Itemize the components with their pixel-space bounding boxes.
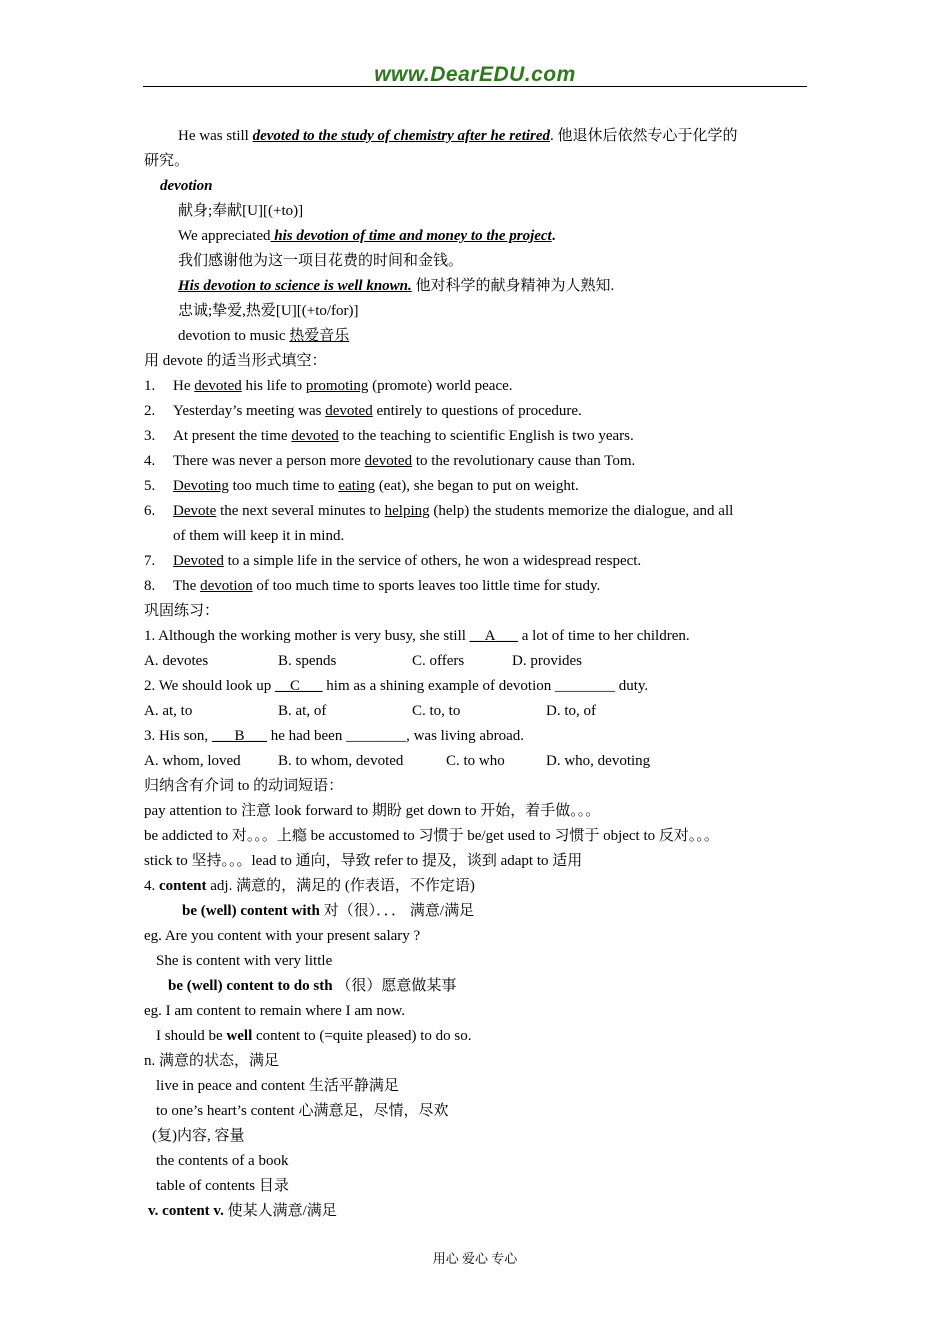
section-title: 巩固练习： xyxy=(144,603,220,619)
phrase-line: stick to 坚持。。。lead to 通向，导致 refer to 提及，谈到 adapt to 适用 xyxy=(144,853,583,869)
item-text: (help) the students memorize the dialogue, and all xyxy=(429,503,734,519)
usage-pattern: be (well) content with 对（很）．．． 满意/满足 xyxy=(182,903,475,919)
item-text: (promote) world peace. xyxy=(368,378,513,394)
item-number: 7. xyxy=(144,553,156,569)
item-text: entirely to questions of procedure. xyxy=(372,403,582,419)
question: 2. We should look up __C___ him as a shining example of devotion ________ duty. xyxy=(144,678,649,694)
option: C. offers xyxy=(412,653,465,669)
item-text: (eat), she began to put on weight. xyxy=(375,478,579,494)
item-text: There was never a person more xyxy=(173,453,365,469)
answer-word: devotion xyxy=(200,578,253,594)
answer-word: Devoting xyxy=(173,478,229,494)
example-sentence: We appreciated his devotion of time and money to the project. xyxy=(178,228,556,244)
item-text: to the revolutionary cause than Tom. xyxy=(412,453,636,469)
document-body xyxy=(144,124,814,1224)
item-text: the next several minutes to xyxy=(216,503,385,519)
answer-word: Devoted xyxy=(173,553,224,569)
example-sentence: I should be well content to (=quite pleased) to do so. xyxy=(156,1028,472,1044)
item-number: 8. xyxy=(144,578,156,594)
definition: 忠诚;挚爱,热爱[U][(+to/for)] xyxy=(178,303,359,319)
option: D. provides xyxy=(512,653,582,669)
header-rule xyxy=(143,86,807,87)
item-number: 5. xyxy=(144,478,156,494)
fill-item xyxy=(144,474,814,499)
example-sentence: eg. I am content to remain where I am now. xyxy=(144,1003,406,1019)
option: B. at, of xyxy=(278,703,327,719)
example-phrase: to one’s heart’s content 心满意足，尽情，尽欢 xyxy=(156,1103,449,1119)
fill-item xyxy=(144,374,814,399)
page-header xyxy=(143,62,807,90)
example-phrase: the contents of a book xyxy=(156,1153,289,1169)
option: D. who, devoting xyxy=(546,753,651,769)
option: C. to who xyxy=(446,753,505,769)
option: B. spends xyxy=(278,653,337,669)
definition: (复)内容, 容量 xyxy=(152,1128,245,1144)
item-text: to the teaching to scientific English is two years. xyxy=(338,428,634,444)
example-phrase: live in peace and content 生活平静满足 xyxy=(156,1078,399,1094)
section-title: 用 devote 的适当形式填空： xyxy=(144,353,327,369)
answer-word: helping xyxy=(384,503,430,519)
option: A. at, to xyxy=(144,703,193,719)
entry-heading: 4. content adj. 满意的，满足的 (作表语，不作定语) xyxy=(144,878,475,894)
option: C. to, to xyxy=(412,703,461,719)
fill-item xyxy=(144,424,814,449)
definition: 献身;奉献[U][(+to)] xyxy=(178,203,304,219)
example-phrase: devotion to music 热爱音乐 xyxy=(178,328,350,344)
answer-blank: __A___ xyxy=(469,628,519,644)
section-title: 归纳含有介词 to 的动词短语： xyxy=(144,778,344,794)
answer-word: devoted xyxy=(325,403,373,419)
question: 1. Although the working mother is very busy, she still __A___ a lot of time to her children. xyxy=(144,628,690,644)
entry-heading: devotion xyxy=(160,178,213,194)
example-phrase: table of contents 目录 xyxy=(156,1178,289,1194)
option: A. devotes xyxy=(144,653,209,669)
example-sentence: His devotion to science is well known. 他对科学的献身精神为人熟知. xyxy=(178,278,615,294)
item-text: At present the time xyxy=(173,428,292,444)
answer-blank: __C___ xyxy=(275,678,323,694)
answer-word: promoting xyxy=(305,378,369,394)
usage-pattern: be (well) content to do sth （很）愿意做某事 xyxy=(168,978,457,994)
question: 3. His son, ___B___ he had been ________, was living abroad. xyxy=(144,728,524,744)
item-number: 3. xyxy=(144,428,156,444)
fill-item xyxy=(144,399,814,424)
fill-item xyxy=(144,449,814,474)
option: B. to whom, devoted xyxy=(278,753,404,769)
answer-blank: ___B___ xyxy=(211,728,267,744)
question-options xyxy=(144,649,814,674)
answer-word: devoted xyxy=(194,378,242,394)
emphasized-phrase: devoted to the study of chemistry after he retired xyxy=(252,128,551,144)
fill-in-exercise-list xyxy=(144,374,814,599)
item-text: The xyxy=(173,578,201,594)
option: A. whom, loved xyxy=(144,753,241,769)
item-text: too much time to xyxy=(228,478,339,494)
item-text: Yesterday’s meeting was xyxy=(173,403,326,419)
fill-item xyxy=(144,549,814,574)
phrase-line: be addicted to 对。。。上瘾 be accustomed to 习惯于 be/get used to 习惯于 object to 反对。。。 xyxy=(144,828,719,844)
item-text: He xyxy=(173,378,195,394)
paragraph-line: 研究。 xyxy=(144,153,190,169)
answer-word: devoted xyxy=(291,428,339,444)
item-text: to a simple life in the service of others, he won a widespread respect. xyxy=(223,553,642,569)
site-logo: www.DearEDU.com xyxy=(374,63,576,86)
item-number: 1. xyxy=(144,378,156,394)
emphasized-phrase: his devotion of time and money to the project xyxy=(270,228,552,244)
fill-item xyxy=(144,499,814,524)
item-text: of too much time to sports leaves too little time for study. xyxy=(252,578,601,594)
question-options xyxy=(144,699,814,724)
item-text: his life to xyxy=(241,378,306,394)
answer-word: devoted xyxy=(364,453,413,469)
answer-word: Devote xyxy=(173,503,217,519)
definition: v. content v. 使某人满意/满足 xyxy=(148,1203,337,1219)
example-sentence: She is content with very little xyxy=(156,953,333,969)
fill-item xyxy=(144,574,814,599)
phrase-line: pay attention to 注意 look forward to 期盼 get down to 开始，着手做。。。 xyxy=(144,803,601,819)
item-number: 4. xyxy=(144,453,156,469)
fill-item-continuation: of them will keep it in mind. xyxy=(173,528,345,544)
definition: n. 满意的状态，满足 xyxy=(144,1053,280,1069)
item-number: 2. xyxy=(144,403,156,419)
example-sentence: eg. Are you content with your present salary ? xyxy=(144,928,421,944)
page-footer: 用心 爱心 专心 xyxy=(432,1251,518,1266)
emphasized-phrase: His devotion to science is well known. xyxy=(178,278,412,294)
paragraph-line: He was still devoted to the study of chemistry after he retired. 他退休后依然专心于化学的 xyxy=(178,128,738,144)
question-options xyxy=(144,749,814,774)
example-translation: 我们感谢他为这一项目花费的时间和金钱。 xyxy=(178,253,464,269)
answer-word: eating xyxy=(338,478,376,494)
option: D. to, of xyxy=(546,703,596,719)
item-number: 6. xyxy=(144,503,156,519)
